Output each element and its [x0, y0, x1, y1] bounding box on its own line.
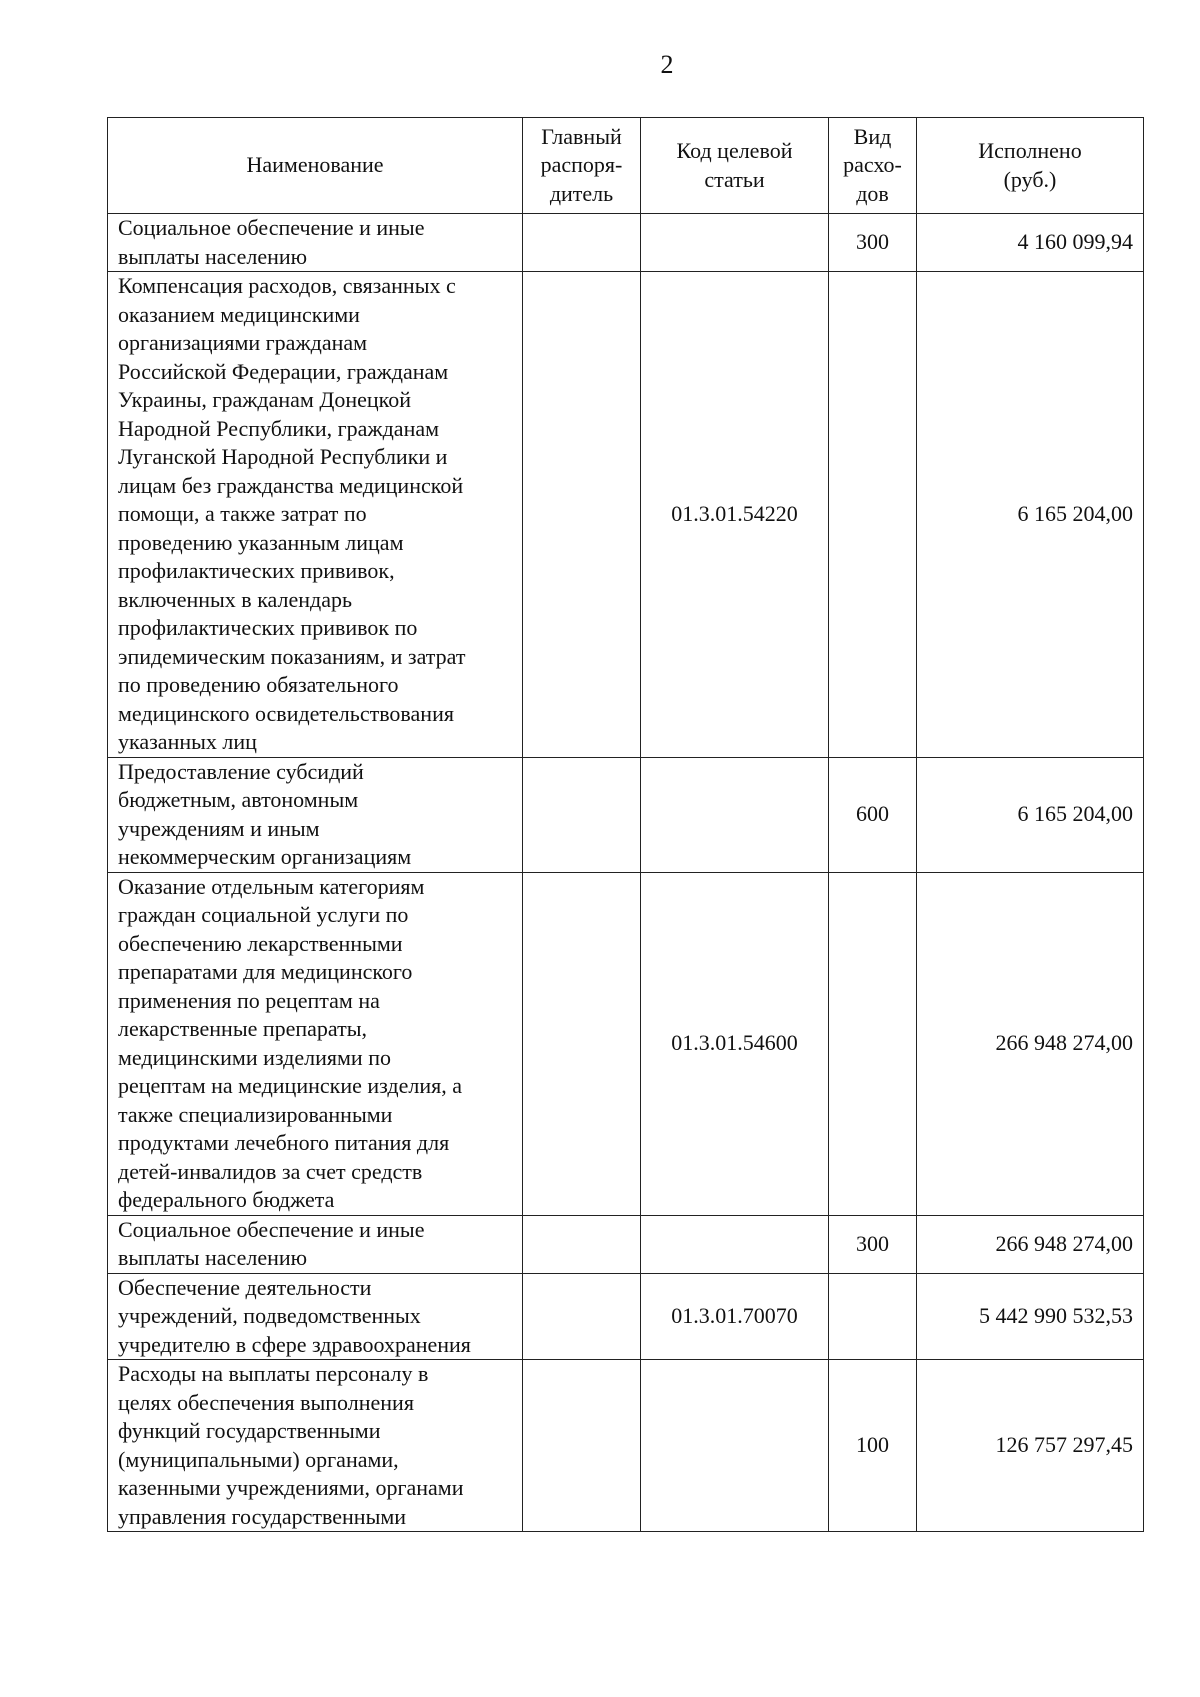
row-name-line: выплаты населению: [118, 243, 308, 269]
row-name-line: медицинскими изделиями по: [118, 1044, 391, 1070]
row-name-line: Народной Республики, гражданам: [118, 415, 440, 441]
row-name-line: препаратами для медицинского: [118, 959, 413, 984]
header-name: Наименование: [108, 118, 523, 214]
row-expense-type: [829, 872, 917, 1215]
table-row: [108, 757, 1144, 872]
row-name-line: Луганской Народной Республики и: [118, 444, 448, 469]
row-name-line: граждан социальной услуги по: [118, 902, 409, 927]
row-expense-type: [829, 272, 917, 758]
header-amount-line: Исполнено: [978, 138, 1082, 163]
header-expense-type: [829, 118, 917, 214]
row-target-code: [641, 214, 829, 272]
table-row: [108, 1360, 1144, 1532]
row-target-code: [641, 757, 829, 872]
row-name-line: Расходы на выплаты персоналу в: [118, 1361, 429, 1386]
row-name-line: Социальное обеспечение и иные: [118, 1216, 425, 1242]
row-name-line: Оказание отдельным категориям: [118, 873, 425, 899]
row-name-line: применения по рецептам на: [118, 987, 380, 1013]
header-chief-line: распоря-: [540, 152, 623, 178]
row-name-line: Компенсация расходов, связанных с: [118, 273, 456, 298]
row-target-code: 01.3.01.54220: [641, 272, 829, 758]
row-chief-manager: [523, 872, 641, 1215]
row-name-line: Социальное обеспечение и иные: [118, 215, 425, 240]
row-executed-amount: 4 160 099,94: [917, 214, 1144, 272]
table-body: [108, 214, 1144, 1532]
table-header: [108, 118, 1144, 214]
row-chief-manager: [523, 1360, 641, 1532]
row-name: [108, 1360, 523, 1532]
row-name: [108, 872, 523, 1215]
header-type-line: Вид: [853, 123, 892, 149]
table-row: [108, 1215, 1144, 1273]
header-chief-manager: [523, 118, 641, 214]
row-name: [108, 272, 523, 758]
header-chief-line: дитель: [549, 180, 614, 206]
table-row: [108, 1273, 1144, 1360]
row-chief-manager: [523, 272, 641, 758]
table-row: [108, 214, 1144, 272]
row-name-line: бюджетным, автономным: [118, 787, 359, 812]
table-row: [108, 872, 1144, 1215]
row-name-line: казенными учреждениями, органами: [118, 1475, 464, 1500]
row-chief-manager: [523, 1215, 641, 1273]
budget-execution-table: [107, 117, 1144, 1532]
row-target-code: [641, 1215, 829, 1273]
row-executed-amount: 6 165 204,00: [917, 272, 1144, 758]
row-name-line: организациями гражданам: [118, 330, 368, 355]
row-name-line: (муниципальными) органами,: [118, 1446, 399, 1472]
row-name-line: включенных в календарь: [118, 586, 353, 612]
row-expense-type: 300: [829, 214, 917, 272]
row-name-line: медицинского освидетельствования: [118, 700, 454, 726]
header-amount-line: (руб.): [1003, 166, 1057, 192]
header-executed-amount: [917, 118, 1144, 214]
header-chief-line: Главный: [541, 123, 622, 149]
row-name: [108, 757, 523, 872]
row-name-line: целях обеспечения выполнения: [118, 1389, 414, 1415]
row-expense-type: [829, 1273, 917, 1360]
row-name-line: федерального бюджета: [118, 1187, 335, 1212]
row-target-code: [641, 1360, 829, 1532]
row-executed-amount: 5 442 990 532,53: [917, 1273, 1144, 1360]
row-name-line: оказанием медицинскими: [118, 301, 360, 327]
row-expense-type: 100: [829, 1360, 917, 1532]
row-target-code: 01.3.01.70070: [641, 1273, 829, 1360]
row-name-line: продуктами лечебного питания для: [118, 1130, 450, 1155]
row-name-line: некоммерческим организациям: [118, 844, 412, 869]
row-name-line: профилактических прививок,: [118, 558, 395, 583]
header-type-line: расхо-: [843, 152, 902, 178]
row-name-line: Украины, гражданам Донецкой: [118, 387, 411, 412]
page-number: 2: [660, 50, 674, 79]
row-name-line: помощи, а также затрат по: [118, 501, 367, 526]
row-executed-amount: 266 948 274,00: [917, 872, 1144, 1215]
row-name-line: проведению указанным лицам: [118, 529, 404, 555]
row-name-line: по проведению обязательного: [118, 672, 399, 697]
row-name-line: рецептам на медицинские изделия, а: [118, 1073, 463, 1098]
row-name-line: эпидемическим показаниям, и затрат: [118, 643, 466, 669]
row-name-line: обеспечению лекарственными: [118, 930, 403, 956]
row-name-line: Обеспечение деятельности: [118, 1274, 372, 1300]
row-name-line: лекарственные препараты,: [118, 1016, 368, 1041]
header-type-line: дов: [856, 180, 889, 206]
row-chief-manager: [523, 757, 641, 872]
row-name-line: профилактических прививок по: [118, 615, 418, 640]
row-target-code: 01.3.01.54600: [641, 872, 829, 1215]
row-name-line: указанных лиц: [118, 729, 257, 754]
row-name-line: детей-инвалидов за счет средств: [118, 1158, 423, 1184]
row-chief-manager: [523, 214, 641, 272]
header-code-line: Код целевой: [676, 138, 793, 163]
row-name-line: управления государственными: [118, 1503, 407, 1529]
row-executed-amount: 6 165 204,00: [917, 757, 1144, 872]
row-name-line: учреждениям и иным: [118, 815, 320, 841]
row-executed-amount: 126 757 297,45: [917, 1360, 1144, 1532]
row-name: [108, 1273, 523, 1360]
table-row: [108, 272, 1144, 758]
header-row: [108, 118, 1144, 214]
row-name-line: лицам без гражданства медицинской: [118, 472, 464, 498]
row-name-line: также специализированными: [118, 1101, 393, 1127]
row-name-line: функций государственными: [118, 1418, 381, 1443]
row-expense-type: 300: [829, 1215, 917, 1273]
header-code-line: статьи: [704, 166, 765, 192]
row-chief-manager: [523, 1273, 641, 1360]
row-name-line: учредителю в сфере здравоохранения: [118, 1331, 471, 1357]
row-expense-type: 600: [829, 757, 917, 872]
row-name-line: Предоставление субсидий: [118, 758, 364, 784]
row-executed-amount: 266 948 274,00: [917, 1215, 1144, 1273]
row-name: [108, 214, 523, 272]
row-name-line: выплаты населению: [118, 1245, 308, 1270]
row-name-line: учреждений, подведомственных: [118, 1303, 421, 1328]
row-name: [108, 1215, 523, 1273]
row-name-line: Российской Федерации, гражданам: [118, 358, 449, 384]
header-target-code: [641, 118, 829, 214]
